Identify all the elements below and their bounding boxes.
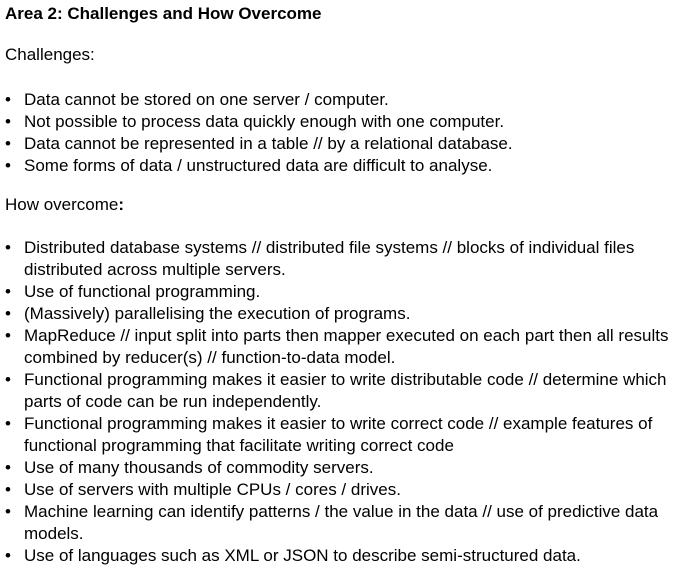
list-item [5, 281, 669, 303]
list-item [5, 237, 669, 281]
how-overcome-list [5, 237, 669, 567]
list-item-text: Use of languages such as XML or JSON to describe semi-structured data. [24, 546, 581, 565]
bullet-icon: • [5, 134, 11, 153]
list-item-text: (Massively) parallelising the execution of programs. [24, 304, 411, 323]
bullet-icon: • [5, 238, 11, 257]
list-item [5, 501, 669, 545]
list-item-text: Use of functional programming. [24, 282, 261, 301]
bullet-icon: • [5, 90, 11, 109]
list-item [5, 133, 669, 155]
list-item-text: Not possible to process data quickly enough with one computer. [24, 112, 505, 131]
challenges-list [5, 89, 669, 177]
list-item-text: Use of servers with multiple CPUs / cores / drives. [24, 480, 401, 499]
list-item [5, 457, 669, 479]
list-item [5, 89, 669, 111]
list-item-text: Machine learning can identify patterns / the value in the data // use of predictive data models. [24, 502, 659, 543]
bullet-icon: • [5, 480, 11, 499]
list-item [5, 413, 669, 457]
bullet-icon: • [5, 156, 11, 175]
bullet-icon: • [5, 458, 11, 477]
list-item-text: MapReduce // input split into parts then mapper executed on each part then all results combined by reducer(s) // function-to-data model. [24, 326, 669, 367]
list-item [5, 111, 669, 133]
list-item-text: Functional programming makes it easier to write distributable code // determine which parts of code can be run independently. [24, 370, 667, 411]
list-item-text: Some forms of data / unstructured data are difficult to analyse. [24, 156, 493, 175]
bullet-icon: • [5, 502, 11, 521]
how-overcome-label-colon: : [118, 195, 125, 214]
how-overcome-label [5, 195, 124, 215]
bullet-icon: • [5, 326, 11, 345]
list-item [5, 303, 669, 325]
list-item [5, 545, 669, 567]
bullet-icon: • [5, 414, 11, 433]
list-item-text: Distributed database systems // distributed file systems // blocks of individual files distributed across multiple servers. [24, 238, 635, 279]
list-item [5, 479, 669, 501]
list-item-text: Data cannot be stored on one server / computer. [24, 90, 389, 109]
list-item-text: Use of many thousands of commodity servers. [24, 458, 374, 477]
bullet-icon: • [5, 282, 11, 301]
bullet-icon: • [5, 546, 11, 565]
area-heading: Area 2: Challenges and How Overcome [5, 4, 322, 23]
challenges-label: Challenges: [5, 45, 95, 64]
list-item [5, 155, 669, 177]
list-item-text: Functional programming makes it easier to write correct code // example features of functional programming that facilitate writing correct code [24, 414, 653, 455]
list-item-text: Data cannot be represented in a table // by a relational database. [24, 134, 513, 153]
bullet-icon: • [5, 370, 11, 389]
how-overcome-label-text: How overcome [5, 195, 119, 214]
bullet-icon: • [5, 112, 11, 131]
list-item [5, 369, 669, 413]
list-item [5, 325, 669, 369]
bullet-icon: • [5, 304, 11, 323]
